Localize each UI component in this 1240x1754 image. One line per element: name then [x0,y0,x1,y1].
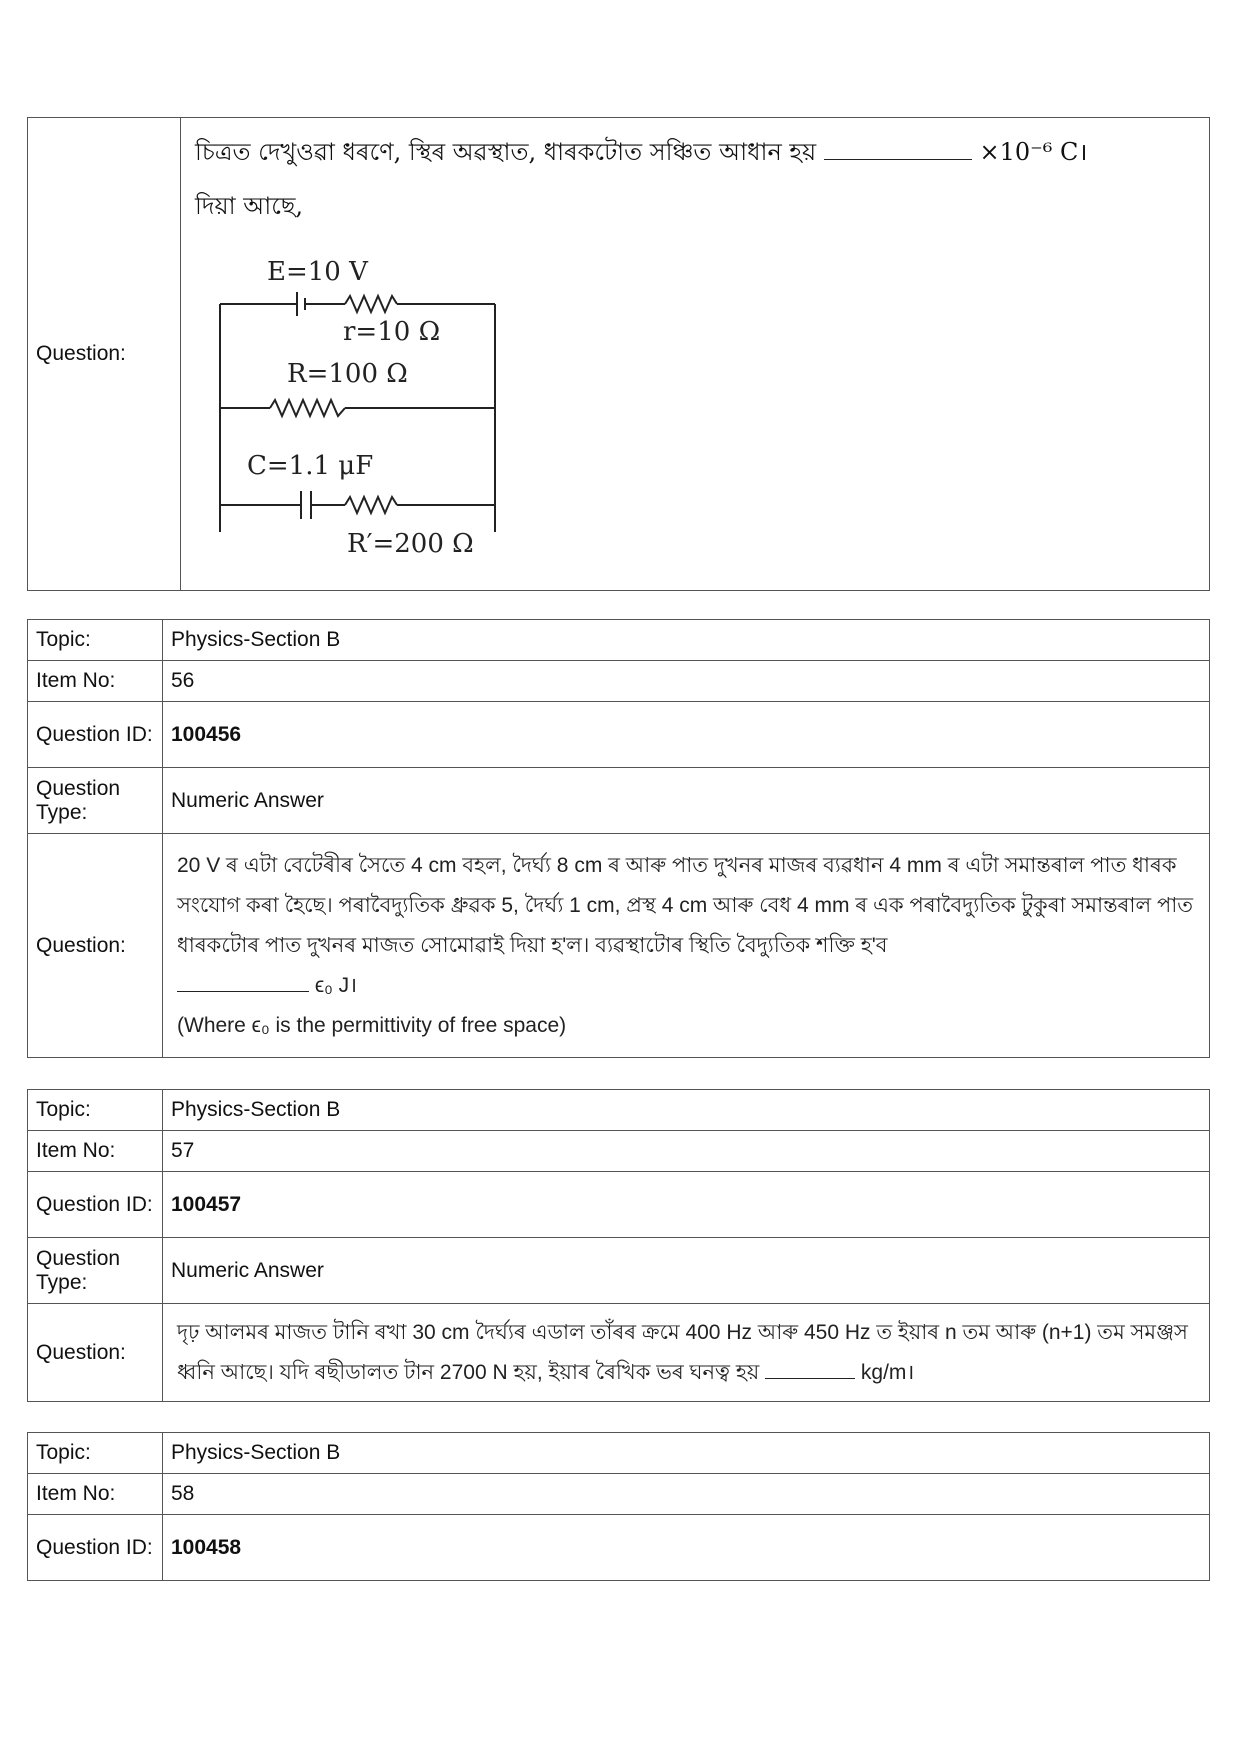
question-content [163,834,1210,1058]
question-table-57 [27,1089,1210,1402]
question-content [163,1304,1210,1402]
question-label: Question: [28,834,163,1058]
topic-label: Topic: [28,1090,163,1131]
resistor-R [270,400,345,416]
internal-resistance-label: r=10 Ω [343,317,441,347]
answer-unit: kg/m। [860,1360,915,1384]
resistance-R-prime-label: R′=200 Ω [347,529,474,559]
question-table-58 [27,1432,1210,1581]
item-no-label: Item No: [28,1474,163,1515]
question-type-value: Numeric Answer [163,1238,1210,1304]
answer-blank [765,1356,855,1379]
question-content [181,118,1210,591]
question-type-label: Question Type: [28,1238,163,1304]
question-text: দৃঢ় আলমৰ মাজত টানি ৰখা 30 cm দৈৰ্ঘ্যৰ এডাল তাঁৰৰ ক্ৰমে 400 Hz আৰু 450 Hz ত ইয়াৰ n তম আৰু (n+1) তম সমঞ্জস ধ্বনি আছে। যদি ৰছীডালত টান 2700 N হয়, ইয়াৰ ৰৈখিক ভৰ ঘনত্ব হয় [177,1320,1188,1384]
question-note: (Where ϵ₀ is the permittivity of free space) [177,1013,567,1037]
question-line-2: দিয়া আছে, [195,192,304,220]
question-id-label: Question ID: [28,702,163,768]
question-type-label: Question Type: [28,768,163,834]
question-table-55 [27,117,1210,591]
question-id-value: 100456 [163,702,1210,768]
resistance-R-label: R=100 Ω [287,359,408,389]
question-id-label: Question ID: [28,1172,163,1238]
question-id-value: 100458 [163,1515,1210,1581]
question-table-56 [27,619,1210,1058]
question-type-value: Numeric Answer [163,768,1210,834]
emf-label: E=10 V [267,257,368,287]
question-label: Question: [28,1304,163,1402]
question-id-value: 100457 [163,1172,1210,1238]
internal-resistor [345,296,397,312]
item-no-value: 57 [163,1131,1210,1172]
answer-unit: ϵ₀ J। [314,973,358,997]
resistor-R-prime [345,497,397,513]
question-line-1: চিত্ৰত দেখুওৱা ধৰণে, স্থিৰ অৱস্থাত, ধাৰকটোত সঞ্চিত আধান হয় [195,138,817,166]
topic-value: Physics-Section B [163,1433,1210,1474]
capacitance-label: C=1.1 μF [247,451,374,481]
item-no-label: Item No: [28,661,163,702]
answer-blank [824,137,972,160]
topic-value: Physics-Section B [163,620,1210,661]
answer-blank [177,969,309,992]
item-no-value: 56 [163,661,1210,702]
answer-unit: ×10⁻⁶ C। [979,138,1088,166]
circuit-diagram [195,252,515,572]
topic-label: Topic: [28,620,163,661]
question-text: 20 V ৰ এটা বেটেৰীৰ সৈতে 4 cm বহল, দৈৰ্ঘ্য 8 cm ৰ আৰু পাত দুখনৰ মাজৰ ব্যৱধান 4 mm ৰ এটা সমান্তৰাল পাত ধাৰক সংযোগ কৰা হৈছে। পৰাবৈদ্যুতিক ধ্ৰুৱক 5, দৈৰ্ঘ্য 1 cm, প্ৰস্থ 4 cm আৰু বেধ 4 mm ৰ এক পৰাবৈদ্যুতিক টুকুৰা সমান্তৰাল পাত ধাৰকটোৰ পাত দুখনৰ মাজত সোমোৱাই দিয়া হ'ল। ব্যৱস্থাটোৰ স্থিতি বৈদ্যুতিক শক্তি হ'ব [177,853,1194,957]
topic-label: Topic: [28,1433,163,1474]
item-no-value: 58 [163,1474,1210,1515]
topic-value: Physics-Section B [163,1090,1210,1131]
item-no-label: Item No: [28,1131,163,1172]
question-label: Question: [28,118,181,591]
question-id-label: Question ID: [28,1515,163,1581]
question-text [195,134,1209,174]
